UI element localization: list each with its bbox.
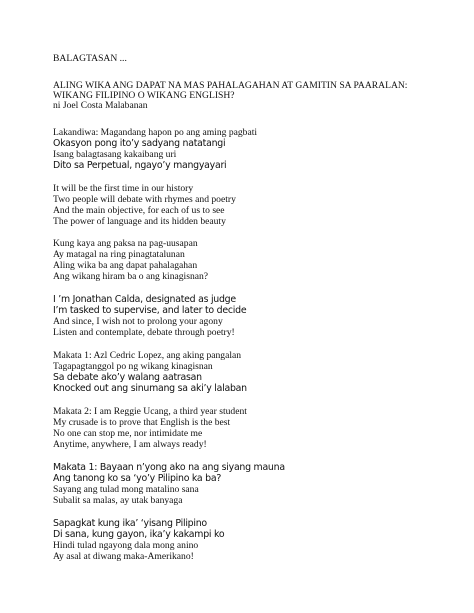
poem-line: Anytime, anywhere, I am always ready! bbox=[53, 439, 207, 450]
poem-line: Listen and contemplate, debate through poetry! bbox=[53, 327, 235, 338]
poem-line: Okasyon pong ito’y sadyang natatangi bbox=[53, 138, 226, 149]
poem-line: Aling wika ba ang dapat pahalagahan bbox=[53, 260, 198, 271]
poem-line: Ang tanong ko sa ‘yo’y Pilipino ka ba? bbox=[53, 473, 222, 484]
doc-author: ni Joel Costa Malabanan bbox=[53, 100, 148, 111]
doc-title: WIKANG FILIPINO O WIKANG ENGLISH? bbox=[53, 90, 235, 101]
poem-line: Lakandiwa: Magandang hapon po ang aming pagbati bbox=[53, 127, 258, 138]
poem-line: Kung kaya ang paksa na pag-uusapan bbox=[53, 238, 198, 249]
poem-line: I’m tasked to supervise, and later to decide bbox=[53, 305, 247, 316]
poem-line: Sayang ang tulad mong matalino sana bbox=[53, 484, 199, 495]
poem-line: And since, I wish not to prolong your agony bbox=[53, 316, 223, 327]
poem-line: Di sana, kung gayon, ika’y kakampi ko bbox=[53, 529, 225, 540]
poem-line: Tagapagtanggol po ng wikang kinagisnan bbox=[53, 361, 213, 372]
poem-line: Ay matagal na ring pinagtatalunan bbox=[53, 249, 185, 260]
poem-line: Isang balagtasang kakaibang uri bbox=[53, 149, 177, 160]
poem-line: And the main objective, for each of us to see bbox=[53, 205, 225, 216]
poem-line: Makata 1: Azl Cedric Lopez, ang aking pangalan bbox=[53, 350, 242, 361]
poem-line: No one can stop me, nor intimidate me bbox=[53, 428, 203, 439]
poem-line: Knocked out ang sinumang sa aki’y lalaban bbox=[53, 383, 247, 394]
poem-line: Makata 2: I am Reggie Ucang, a third year student bbox=[53, 406, 247, 417]
poem-line: Sapagkat kung ika’ ‘yisang Pilipino bbox=[53, 518, 207, 529]
poem-line: Makata 1: Bayaan n’yong ako na ang siyang mauna bbox=[53, 462, 285, 473]
poem-line: Dito sa Perpetual, ngayo’y mangyayari bbox=[53, 160, 227, 171]
poem-line: Subalit sa malas, ay utak banyaga bbox=[53, 495, 183, 506]
doc-title: ALING WIKA ANG DAPAT NA MAS PAHALAGAHAN AT GAMITIN SA PAARALAN: bbox=[53, 80, 408, 91]
poem-line: Ay asal at diwang maka-Amerikano! bbox=[53, 551, 194, 562]
poem-line: Hindi tulad ngayong dala mong anino bbox=[53, 540, 199, 551]
poem-line: Two people will debate with rhymes and poetry bbox=[53, 194, 236, 205]
poem-line: My crusade is to prove that English is the best bbox=[53, 417, 231, 428]
poem-line: It will be the first time in our history bbox=[53, 183, 194, 194]
poem-line: Sa debate ako’y walang aatrasan bbox=[53, 372, 202, 383]
poem-line: I ’m Jonathan Calda, designated as judge bbox=[53, 294, 236, 305]
poem-line: The power of language and its hidden beauty bbox=[53, 216, 226, 227]
doc-heading: BALAGTASAN ... bbox=[53, 53, 127, 64]
poem-line: Ang wikang hiram ba o ang kinagisnan? bbox=[53, 271, 209, 282]
